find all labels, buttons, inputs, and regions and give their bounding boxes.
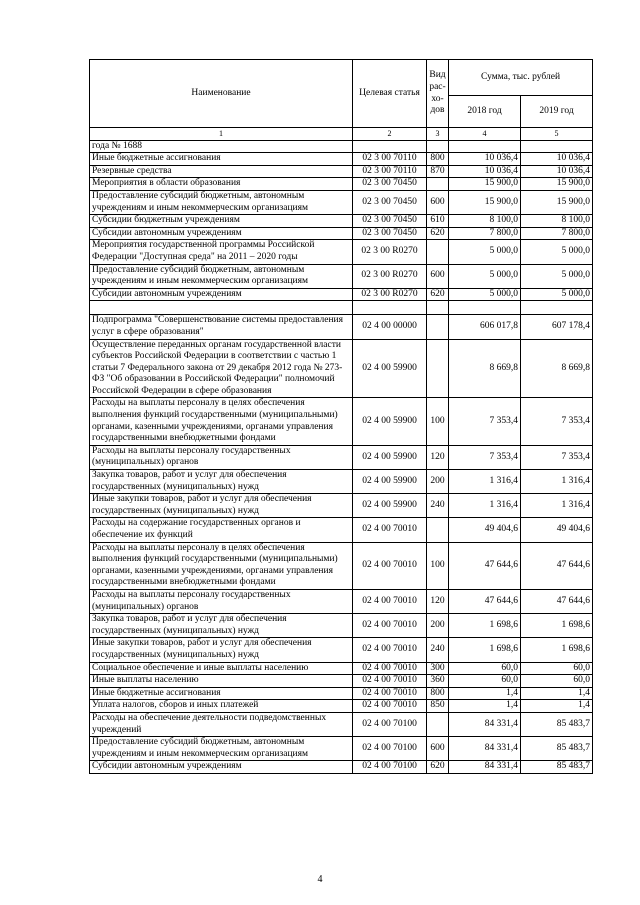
row-name: Субсидии автономным учреждениям [90, 761, 353, 774]
table-row [90, 398, 593, 445]
row-sum-2019: 1,4 [521, 687, 593, 700]
row-name: года № 1688 [90, 140, 353, 153]
row-sum-2018: 10 036,4 [449, 165, 521, 178]
table-row [90, 518, 593, 542]
row-expense-type: 200 [427, 470, 449, 494]
row-name: Субсидии бюджетным учреждениям [90, 215, 353, 228]
table-body [90, 140, 593, 773]
table-row [90, 662, 593, 675]
row-sum-2018: 8 669,8 [449, 339, 521, 398]
row-sum-2018: 10 036,4 [449, 153, 521, 166]
row-name: Закупка товаров, работ и услуг для обеспечения государственных (муниципальных) нужд [90, 614, 353, 638]
row-name: Расходы на выплаты персоналу в целях обеспечения выполнения функций государственными (муниципальными) органами, казенными учреждениями, органами управления государственными внебюджетными фондами [90, 398, 353, 445]
table-row [90, 215, 593, 228]
row-sum-2019: 1 316,4 [521, 494, 593, 518]
budget-table [89, 59, 593, 774]
row-expense-type: 620 [427, 761, 449, 774]
row-target-article: 02 4 00 70010 [353, 700, 427, 713]
row-sum-2019: 10 036,4 [521, 165, 593, 178]
row-sum-2018: 7 353,4 [449, 445, 521, 469]
row-target-article: 02 4 00 70010 [353, 638, 427, 662]
row-target-article: 02 4 00 70010 [353, 687, 427, 700]
row-name: Иные бюджетные ассигнования [90, 687, 353, 700]
row-name [90, 301, 353, 315]
row-expense-type: 240 [427, 494, 449, 518]
row-expense-type: 200 [427, 614, 449, 638]
row-expense-type: 240 [427, 638, 449, 662]
row-sum-2019: 15 900,0 [521, 190, 593, 214]
row-name: Расходы на выплаты персоналу государственных (муниципальных) органов [90, 589, 353, 613]
row-name: Подпрограмма "Совершенствование системы предоставления услуг в сфере образования" [90, 315, 353, 339]
row-target-article: 02 4 00 70010 [353, 675, 427, 688]
table-row [90, 445, 593, 469]
row-sum-2019: 1 698,6 [521, 638, 593, 662]
header-name: Наименование [90, 60, 353, 128]
row-target-article: 02 4 00 70010 [353, 662, 427, 675]
table-row [90, 614, 593, 638]
table-row [90, 153, 593, 166]
row-sum-2018: 7 353,4 [449, 398, 521, 445]
row-sum-2018: 1,4 [449, 700, 521, 713]
row-target-article [353, 301, 427, 315]
table-row [90, 470, 593, 494]
row-target-article: 02 4 00 59900 [353, 445, 427, 469]
row-sum-2018: 84 331,4 [449, 761, 521, 774]
row-target-article: 02 4 00 70100 [353, 712, 427, 736]
row-sum-2019: 1,4 [521, 700, 593, 713]
row-sum-2018: 8 100,0 [449, 215, 521, 228]
row-sum-2018 [449, 301, 521, 315]
row-target-article: 02 4 00 70010 [353, 589, 427, 613]
row-expense-type: 300 [427, 662, 449, 675]
row-expense-type [427, 712, 449, 736]
row-sum-2018 [449, 140, 521, 153]
column-number: 3 [427, 128, 449, 141]
column-number: 1 [90, 128, 353, 141]
row-sum-2018: 15 900,0 [449, 178, 521, 191]
row-target-article: 02 3 00 R0270 [353, 240, 427, 264]
row-sum-2019: 47 644,6 [521, 589, 593, 613]
row-sum-2019 [521, 301, 593, 315]
row-expense-type [427, 339, 449, 398]
row-sum-2018: 15 900,0 [449, 190, 521, 214]
row-name: Уплата налогов, сборов и иных платежей [90, 700, 353, 713]
header-expense-type: Вид рас-хо-дов [427, 60, 449, 128]
table-row [90, 301, 593, 315]
row-sum-2018: 47 644,6 [449, 542, 521, 589]
row-expense-type [427, 518, 449, 542]
row-name: Субсидии автономным учреждениям [90, 288, 353, 301]
row-sum-2019: 607 178,4 [521, 315, 593, 339]
row-sum-2019: 7 353,4 [521, 445, 593, 469]
row-sum-2019: 85 483,7 [521, 712, 593, 736]
row-sum-2018: 84 331,4 [449, 712, 521, 736]
row-target-article: 02 3 00 R0270 [353, 288, 427, 301]
table-row [90, 687, 593, 700]
table-row [90, 712, 593, 736]
row-name: Иные бюджетные ассигнования [90, 153, 353, 166]
row-sum-2019: 49 404,6 [521, 518, 593, 542]
row-expense-type: 100 [427, 398, 449, 445]
row-sum-2019: 7 353,4 [521, 398, 593, 445]
table-row [90, 190, 593, 214]
row-expense-type: 620 [427, 227, 449, 240]
row-expense-type [427, 315, 449, 339]
row-sum-2019: 8 669,8 [521, 339, 593, 398]
table-row [90, 638, 593, 662]
table-row [90, 737, 593, 761]
row-expense-type: 600 [427, 190, 449, 214]
row-target-article: 02 4 00 59900 [353, 339, 427, 398]
row-sum-2018: 84 331,4 [449, 737, 521, 761]
row-name: Закупка товаров, работ и услуг для обеспечения государственных (муниципальных) нужд [90, 470, 353, 494]
row-sum-2018: 1 698,6 [449, 638, 521, 662]
column-number-row [90, 128, 593, 141]
row-sum-2018: 7 800,0 [449, 227, 521, 240]
row-target-article: 02 3 00 70450 [353, 227, 427, 240]
row-name: Расходы на выплаты персоналу в целях обеспечения выполнения функций государственными (муниципальными) органами, казенными учреждениями, органами управления государственными внебюджетными фондами [90, 542, 353, 589]
row-name: Социальное обеспечение и иные выплаты населению [90, 662, 353, 675]
row-sum-2018: 1 316,4 [449, 470, 521, 494]
row-expense-type: 870 [427, 165, 449, 178]
table-row [90, 140, 593, 153]
page-number: 4 [317, 874, 323, 885]
row-name: Мероприятия государственной программы Российской Федерации "Доступная среда" на 2011 – 2020 годы [90, 240, 353, 264]
row-sum-2018: 1,4 [449, 687, 521, 700]
row-expense-type [427, 140, 449, 153]
table-row [90, 494, 593, 518]
row-sum-2019: 85 483,7 [521, 737, 593, 761]
row-target-article: 02 4 00 70010 [353, 542, 427, 589]
row-expense-type [427, 240, 449, 264]
table-row [90, 288, 593, 301]
row-name: Расходы на содержание государственных органов и обеспечение их функций [90, 518, 353, 542]
row-expense-type: 120 [427, 445, 449, 469]
row-name: Резервные средства [90, 165, 353, 178]
column-number: 4 [449, 128, 521, 141]
column-number: 2 [353, 128, 427, 141]
row-sum-2019: 8 100,0 [521, 215, 593, 228]
row-sum-2019: 60,0 [521, 662, 593, 675]
row-target-article: 02 4 00 70010 [353, 614, 427, 638]
row-target-article: 02 4 00 70100 [353, 761, 427, 774]
row-name: Мероприятия в области образования [90, 178, 353, 191]
row-name: Расходы на обеспечение деятельности подведомственных учреждений [90, 712, 353, 736]
row-sum-2019: 47 644,6 [521, 542, 593, 589]
table-row [90, 761, 593, 774]
header-year-2018: 2018 год [449, 96, 521, 128]
row-sum-2019: 10 036,4 [521, 153, 593, 166]
row-expense-type: 600 [427, 264, 449, 288]
row-target-article: 02 3 00 70110 [353, 153, 427, 166]
row-sum-2018: 49 404,6 [449, 518, 521, 542]
table-row [90, 264, 593, 288]
table-row [90, 178, 593, 191]
row-expense-type: 800 [427, 687, 449, 700]
row-target-article: 02 3 00 70450 [353, 190, 427, 214]
column-number: 5 [521, 128, 593, 141]
row-target-article: 02 3 00 R0270 [353, 264, 427, 288]
table-row [90, 700, 593, 713]
row-target-article: 02 3 00 70110 [353, 165, 427, 178]
row-name: Предоставление субсидий бюджетным, автономным учреждениям и иным некоммерческим организациям [90, 190, 353, 214]
row-target-article: 02 3 00 70450 [353, 178, 427, 191]
row-expense-type: 100 [427, 542, 449, 589]
row-name: Иные закупки товаров, работ и услуг для обеспечения государственных (муниципальных) нужд [90, 494, 353, 518]
table-row [90, 589, 593, 613]
header-year-2019: 2019 год [521, 96, 593, 128]
row-sum-2019: 1 698,6 [521, 614, 593, 638]
row-target-article [353, 140, 427, 153]
row-sum-2018: 5 000,0 [449, 240, 521, 264]
row-sum-2018: 47 644,6 [449, 589, 521, 613]
row-sum-2018: 5 000,0 [449, 264, 521, 288]
row-name: Расходы на выплаты персоналу государственных (муниципальных) органов [90, 445, 353, 469]
row-name: Иные выплаты населению [90, 675, 353, 688]
row-target-article: 02 4 00 59900 [353, 398, 427, 445]
row-expense-type [427, 301, 449, 315]
table-row [90, 315, 593, 339]
table-row [90, 339, 593, 398]
row-sum-2018: 1 316,4 [449, 494, 521, 518]
row-name: Осуществление переданных органам государственной власти субъектов Российской Федерации в соответствии с частью 1 статьи 7 Федерального закона от 29 декабря 2012 года № 273-ФЗ "Об образовании в Российской Федерации" полномочий Российской Федерации в сфере образования [90, 339, 353, 398]
row-sum-2019: 5 000,0 [521, 240, 593, 264]
row-expense-type: 360 [427, 675, 449, 688]
row-target-article: 02 3 00 70450 [353, 215, 427, 228]
row-expense-type: 120 [427, 589, 449, 613]
row-sum-2019: 5 000,0 [521, 264, 593, 288]
row-expense-type [427, 178, 449, 191]
row-name: Субсидии автономным учреждениям [90, 227, 353, 240]
table-row [90, 675, 593, 688]
row-sum-2018: 5 000,0 [449, 288, 521, 301]
table-row [90, 542, 593, 589]
row-sum-2019: 1 316,4 [521, 470, 593, 494]
row-expense-type: 800 [427, 153, 449, 166]
row-name: Предоставление субсидий бюджетным, автономным учреждениям и иным некоммерческим организациям [90, 264, 353, 288]
row-sum-2018: 60,0 [449, 675, 521, 688]
row-sum-2019: 85 483,7 [521, 761, 593, 774]
row-target-article: 02 4 00 70100 [353, 737, 427, 761]
row-target-article: 02 4 00 70010 [353, 518, 427, 542]
row-sum-2019: 5 000,0 [521, 288, 593, 301]
row-name: Иные закупки товаров, работ и услуг для обеспечения государственных (муниципальных) нужд [90, 638, 353, 662]
header-sum: Сумма, тыс. рублей [449, 60, 593, 96]
row-expense-type: 850 [427, 700, 449, 713]
row-target-article: 02 4 00 59900 [353, 494, 427, 518]
table-row [90, 227, 593, 240]
table-row [90, 165, 593, 178]
table-row [90, 240, 593, 264]
row-sum-2018: 60,0 [449, 662, 521, 675]
row-expense-type: 600 [427, 737, 449, 761]
row-target-article: 02 4 00 00000 [353, 315, 427, 339]
row-sum-2019 [521, 140, 593, 153]
row-sum-2018: 606 017,8 [449, 315, 521, 339]
row-sum-2019: 60,0 [521, 675, 593, 688]
row-sum-2018: 1 698,6 [449, 614, 521, 638]
row-target-article: 02 4 00 59900 [353, 470, 427, 494]
row-name: Предоставление субсидий бюджетным, автономным учреждениям и иным некоммерческим организациям [90, 737, 353, 761]
row-sum-2019: 15 900,0 [521, 178, 593, 191]
row-sum-2019: 7 800,0 [521, 227, 593, 240]
row-expense-type: 610 [427, 215, 449, 228]
row-expense-type: 620 [427, 288, 449, 301]
header-target-article: Целевая статья [353, 60, 427, 128]
